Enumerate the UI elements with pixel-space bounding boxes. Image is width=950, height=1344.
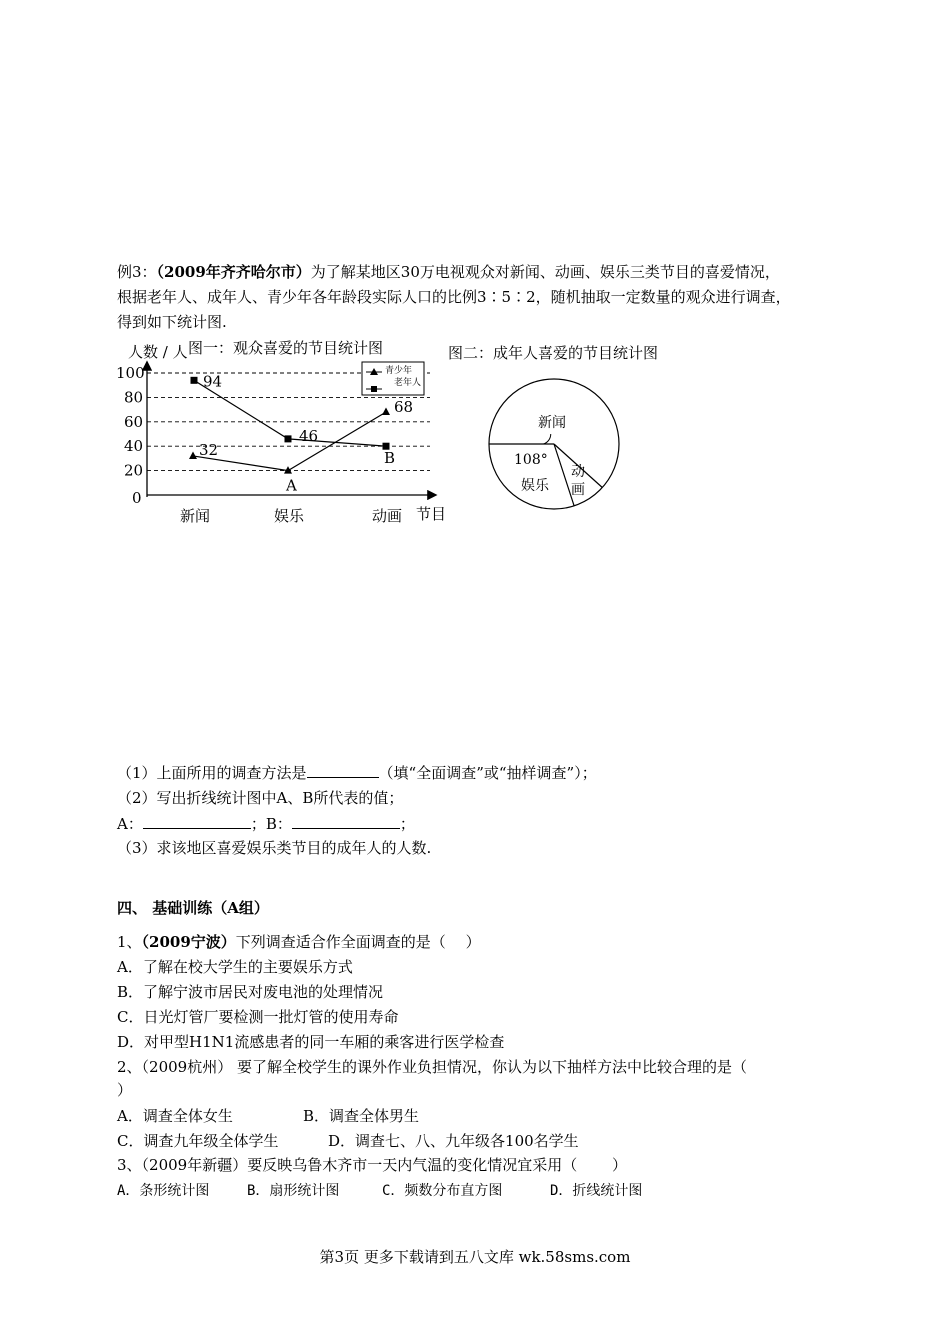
data-label: 94 [203,372,223,391]
pie-chart-title: 图二：成年人喜爱的节目统计图 [448,344,659,362]
s4-q3-option-c: C．频数分布直方图 [382,1183,503,1199]
s4-q1-option-a: A．了解在校大学生的主要娱乐方式 [117,958,353,976]
q2-b-label: ；B： [250,815,292,833]
square-marker [191,377,198,384]
x-tick-label: 娱乐 [274,507,305,525]
s4-q1-option-b: B．了解宁波市居民对废电池的处理情况 [117,983,384,1001]
s4-q1-src: （2009宁波） [141,933,236,951]
q1-text: （1）上面所用的调查方法是 [117,764,307,782]
s4-q3-option-b: B．扇形统计图 [247,1183,340,1199]
x-axis-label: 节目 [416,505,447,523]
angle-arc [544,434,551,444]
question-3: （3）求该地区喜爱娱乐类节目的成年人的人数. [117,839,432,857]
q2-b-blank[interactable] [292,813,400,829]
example-text-1: 为了解某地区30万电视观众对新闻、动画、娱乐三类节目的喜爱情况， [310,263,780,281]
s4-q1-num: 1、 [117,933,142,951]
q1-answer-blank[interactable] [307,762,379,778]
y-axis-label: 人数 / 人 [128,343,188,361]
x-tick-labels [180,507,402,525]
example-line-3: 得到如下统计图. [117,313,227,331]
question-1 [117,762,597,783]
y-tick-80: 80 [124,388,144,407]
legend-elderly: 老年人 [394,378,422,388]
s4-q2-option-a: A．调查全体女生 [117,1107,233,1125]
s4-q2-stem-end: ） [117,1081,133,1099]
s4-q2-option-c: C．调查九年级全体学生 [117,1132,279,1150]
s4-q1-option-d: D．对甲型H1N1流感患者的同一车厢的乘客进行医学检查 [117,1033,505,1051]
s4-q3-options [117,1181,643,1201]
q1-hint: （填“全面调查”或“抽样调查”）； [378,764,597,782]
slice-label-animation-2: 画 [571,482,585,498]
q2-a-label: A： [117,815,143,833]
triangle-marker [189,451,197,459]
data-label: 32 [199,440,219,459]
data-label: A [286,476,297,495]
y-tick-40: 40 [124,437,144,456]
question-2: （2）写出折线统计图中A、B所代表的值； [117,789,404,807]
y-tick-0: 0 [132,489,142,507]
line-chart [110,335,460,530]
s4-q1-text: 下列调查适合作全面调查的是（ ） [235,933,481,951]
slice-label-animation-1: 动 [571,464,585,480]
example-line-1 [117,262,780,282]
s4-q2-option-d: D．调查七、八、九年级各100名学生 [328,1132,579,1150]
s4-q3-stem: 3、（2009年新疆）要反映乌鲁木齐市一天内气温的变化情况宜采用（ ） [117,1156,627,1174]
y-tick-labels [116,364,145,507]
data-label: 46 [299,426,319,445]
x-tick-label: 新闻 [180,507,211,525]
data-label: B [384,449,396,468]
triangle-marker [382,408,390,416]
slice-label-entertainment: 娱乐 [521,478,549,494]
legend [362,362,424,395]
legend-square-icon [371,386,377,392]
y-tick-60: 60 [124,412,144,431]
s4-q2-stem: 2、（2009杭州） 要了解全校学生的课外作业负担情况，你认为以下抽样方法中比较合理的是（ [117,1058,747,1076]
pie-chart [480,370,630,515]
q2-end: ； [399,815,415,833]
example-line-2: 根据老年人、成年人、青少年各年龄段实际人口的比例3∶5∶2，随机抽取一定数量的观众进行调查， [117,288,791,306]
legend-youth: 青少年 [385,366,413,376]
y-tick-20: 20 [124,461,144,480]
q2-a-blank[interactable] [143,813,251,829]
section-4-title: 四、 基础训练（A组） [117,899,269,917]
x-tick-label: 动画 [372,507,403,525]
s4-q2-options-ab [117,1106,420,1126]
s4-q1-option-c: C．日光灯管厂要检测一批灯管的使用寿命 [117,1008,399,1026]
s4-q2-options-cd [117,1131,579,1151]
angle-label: 108° [514,452,548,468]
square-marker [285,435,292,442]
question-2-answers [117,813,415,834]
y-tick-100: 100 [116,364,145,382]
s4-q1-stem [117,932,481,952]
example-label: 例3： [117,263,157,281]
example-source: （2009年齐齐哈尔市） [156,263,311,281]
s4-q3-option-a: A．条形统计图 [117,1183,210,1199]
page-footer: 第3页 更多下载请到五八文库 wk.58sms.com [319,1248,631,1266]
s4-q3-option-d: D．折线统计图 [550,1183,643,1199]
s4-q2-option-b: B．调查全体男生 [303,1107,420,1125]
slice-label-news: 新闻 [538,415,566,431]
line-chart-title: 图一：观众喜爱的节目统计图 [188,339,384,357]
data-label: 68 [394,398,414,417]
